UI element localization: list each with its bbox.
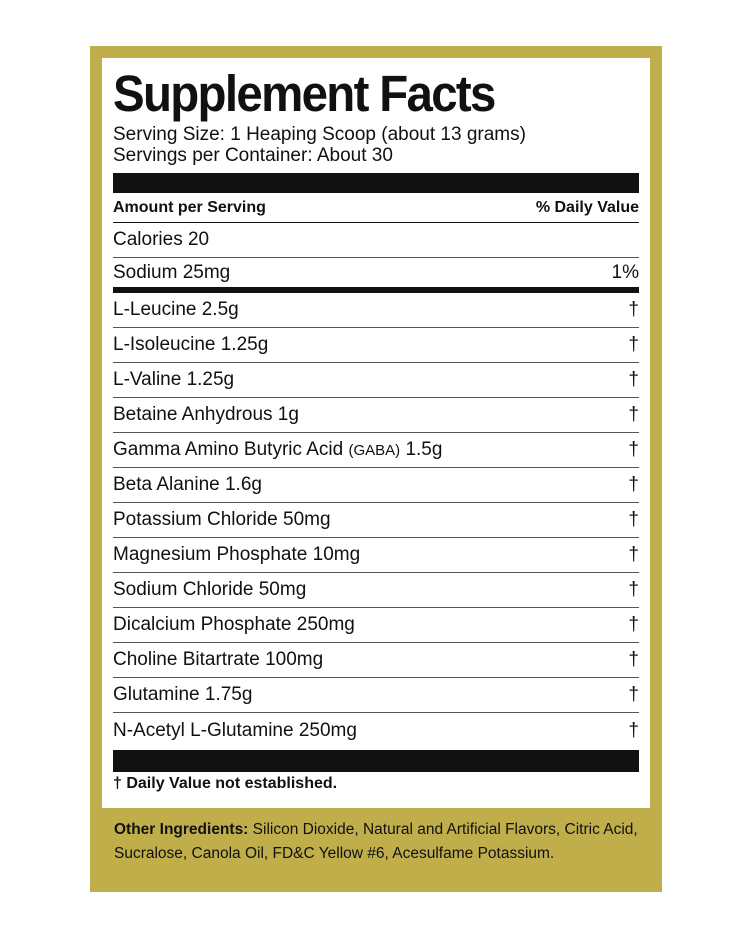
thick-divider-bottom <box>113 750 639 772</box>
row-daily-value: † <box>628 579 639 600</box>
row-name: Choline Bitartrate 100mg <box>113 649 324 670</box>
table-row <box>113 573 639 608</box>
thick-divider-top <box>113 173 639 193</box>
row-daily-value: † <box>628 369 639 390</box>
row-name: L-Leucine 2.5g <box>113 299 239 320</box>
table-row <box>113 713 639 748</box>
row-name: Gamma Amino Butyric Acid <box>113 439 344 460</box>
row-daily-value: † <box>628 299 639 320</box>
table-row <box>113 503 639 538</box>
row-name: Calories 20 <box>113 229 210 250</box>
row-name: Magnesium Phosphate 10mg <box>113 544 361 565</box>
row-daily-value: † <box>628 544 639 565</box>
row-name: Sodium 25mg <box>113 261 231 283</box>
row-daily-value: 1% <box>611 261 639 283</box>
other-ingredients-text: Silicon Dioxide, Natural and Artificial Flavors, Citric Acid, Sucralose, Canola Oil, FD&C Yellow #6, Acesulfame Potassium. <box>114 821 638 862</box>
supplement-facts-panel <box>102 58 650 808</box>
table-row <box>113 293 639 328</box>
row-daily-value: † <box>628 474 639 495</box>
row-abbreviation: (GABA) <box>348 442 401 459</box>
row-daily-value: † <box>628 649 639 670</box>
panel-title: Supplement Facts <box>113 65 495 122</box>
row-name: N-Acetyl L-Glutamine 250mg <box>113 719 357 741</box>
other-ingredients-label: Other Ingredients: <box>114 821 249 838</box>
row-name: Betaine Anhydrous 1g <box>113 404 299 425</box>
amount-per-serving-heading: Amount per Serving <box>113 198 266 216</box>
table-row <box>113 398 639 433</box>
table-row <box>113 678 639 713</box>
table-header <box>113 193 639 223</box>
table-row <box>113 608 639 643</box>
other-ingredients <box>114 818 644 866</box>
row-daily-value: † <box>628 334 639 355</box>
row-name: Dicalcium Phosphate 250mg <box>113 614 355 635</box>
row-daily-value: † <box>628 509 639 530</box>
row-name-group <box>113 439 442 461</box>
daily-value-footnote: † Daily Value not established. <box>113 775 338 792</box>
row-daily-value: † <box>628 614 639 635</box>
table-row <box>113 433 639 468</box>
servings-per-container: Servings per Container: About 30 <box>113 145 393 166</box>
daily-value-heading: % Daily Value <box>535 198 639 216</box>
row-daily-value: † <box>628 439 639 460</box>
row-name: Potassium Chloride 50mg <box>113 509 331 530</box>
table-row <box>113 328 639 363</box>
row-name: L-Valine 1.25g <box>113 369 235 390</box>
row-daily-value: † <box>628 719 639 741</box>
row-daily-value: † <box>628 404 639 425</box>
label-frame <box>90 46 662 892</box>
table-row <box>113 223 639 258</box>
row-name: Sodium Chloride 50mg <box>113 579 307 600</box>
row-daily-value: † <box>628 684 639 705</box>
table-row <box>113 643 639 678</box>
row-name: Glutamine 1.75g <box>113 684 253 705</box>
row-name: Beta Alanine 1.6g <box>113 474 262 495</box>
table-row <box>113 258 639 293</box>
table-row <box>113 363 639 398</box>
table-row <box>113 538 639 573</box>
row-amount: 1.5g <box>405 439 443 460</box>
serving-size: Serving Size: 1 Heaping Scoop (about 13 grams) <box>113 124 526 145</box>
table-row <box>113 468 639 503</box>
row-name: L-Isoleucine 1.25g <box>113 334 269 355</box>
